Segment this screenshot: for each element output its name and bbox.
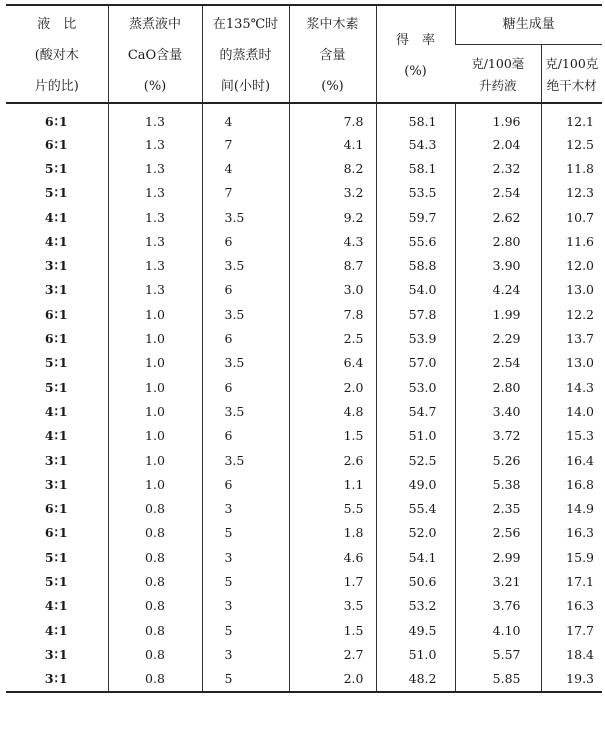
- table-row: [6, 472, 602, 496]
- table-body: [6, 103, 602, 692]
- cell-sugar-per-wood: 16.4: [541, 448, 602, 472]
- header-text: 在135℃时: [212, 17, 279, 32]
- cell-sugar-per-wood: 16.8: [541, 472, 602, 496]
- header-text: 片的比): [34, 79, 79, 94]
- cell-yield: 58.1: [376, 103, 455, 132]
- cell-lignin: 4.3: [289, 229, 376, 253]
- cell-liquor-ratio: 4∶1: [44, 598, 69, 614]
- cell-lignin: 7.8: [289, 103, 376, 132]
- table-row: [6, 521, 602, 545]
- cell-sugar-per-solution: 1.99: [455, 302, 541, 326]
- cell-cao-content: 0.8: [108, 618, 202, 642]
- cell-lignin: 2.7: [289, 642, 376, 666]
- cell-sugar-per-solution: 4.24: [455, 278, 541, 302]
- cell-liquor-ratio: 6∶1: [44, 525, 69, 541]
- cell-cook-time: 6: [202, 472, 289, 496]
- cell-yield: 52.0: [376, 521, 455, 545]
- cell-liquor-ratio: 3∶1: [44, 646, 69, 662]
- header-text: 浆中木素: [306, 17, 359, 32]
- table-row: [6, 132, 602, 156]
- table-row: [6, 156, 602, 180]
- cell-lignin: 3.5: [289, 594, 376, 618]
- cell-sugar-per-solution: 5.26: [455, 448, 541, 472]
- cell-lignin: 1.8: [289, 521, 376, 545]
- cell-liquor-ratio: 5∶1: [44, 549, 69, 565]
- cell-yield: 49.0: [376, 472, 455, 496]
- cell-sugar-per-solution: 2.35: [455, 496, 541, 520]
- cell-liquor-ratio: 6∶1: [44, 136, 69, 152]
- cell-lignin: 3.0: [289, 278, 376, 302]
- cell-sugar-per-solution: 5.38: [455, 472, 541, 496]
- cell-yield: 52.5: [376, 448, 455, 472]
- table-row: [6, 278, 602, 302]
- cell-sugar-per-wood: 11.8: [541, 156, 602, 180]
- cell-cook-time: 6: [202, 326, 289, 350]
- cell-sugar-per-solution: 2.54: [455, 351, 541, 375]
- cell-liquor-ratio: 4∶1: [44, 233, 69, 249]
- cell-lignin: 1.1: [289, 472, 376, 496]
- cell-sugar-per-solution: 2.29: [455, 326, 541, 350]
- table-header: [6, 5, 602, 103]
- cell-cook-time: 6: [202, 424, 289, 448]
- cell-cook-time: 3.5: [202, 351, 289, 375]
- header-cook-time: [202, 5, 289, 103]
- table-row: [6, 448, 602, 472]
- cell-yield: 51.0: [376, 642, 455, 666]
- header-text: 得 率: [395, 32, 435, 48]
- cell-yield: 58.8: [376, 253, 455, 277]
- header-sugar-per-wood: [541, 44, 602, 103]
- header-text: (%): [321, 79, 344, 94]
- cell-cao-content: 0.8: [108, 496, 202, 520]
- cell-sugar-per-wood: 13.7: [541, 326, 602, 350]
- cell-lignin: 4.8: [289, 399, 376, 423]
- cell-lignin: 8.2: [289, 156, 376, 180]
- cell-cook-time: 3: [202, 496, 289, 520]
- cell-sugar-per-wood: 16.3: [541, 594, 602, 618]
- cell-cook-time: 6: [202, 278, 289, 302]
- cell-sugar-per-wood: 14.3: [541, 375, 602, 399]
- cell-yield: 55.6: [376, 229, 455, 253]
- cell-sugar-per-wood: 12.3: [541, 181, 602, 205]
- cell-lignin: 5.5: [289, 496, 376, 520]
- cell-lignin: 2.0: [289, 375, 376, 399]
- cell-cao-content: 1.3: [108, 103, 202, 132]
- cell-liquor-ratio: 6∶1: [44, 501, 69, 517]
- cell-cao-content: 1.0: [108, 375, 202, 399]
- cell-yield: 48.2: [376, 667, 455, 692]
- cell-cook-time: 4: [202, 156, 289, 180]
- table-row: [6, 253, 602, 277]
- cell-liquor-ratio: 6∶1: [44, 306, 69, 322]
- table-row: [6, 618, 602, 642]
- cell-liquor-ratio: 4∶1: [44, 428, 69, 444]
- cell-cook-time: 7: [202, 181, 289, 205]
- data-table-container: [6, 4, 602, 693]
- cell-cook-time: 3: [202, 545, 289, 569]
- cell-cook-time: 6: [202, 229, 289, 253]
- cell-lignin: 3.2: [289, 181, 376, 205]
- cell-sugar-per-wood: 13.0: [541, 278, 602, 302]
- table-row: [6, 667, 602, 692]
- cell-lignin: 4.1: [289, 132, 376, 156]
- table-row: [6, 375, 602, 399]
- cell-sugar-per-wood: 10.7: [541, 205, 602, 229]
- cell-cao-content: 1.0: [108, 424, 202, 448]
- header-text: CaO含量: [127, 48, 183, 63]
- cell-sugar-per-wood: 15.9: [541, 545, 602, 569]
- cell-sugar-per-wood: 15.3: [541, 424, 602, 448]
- cell-cao-content: 0.8: [108, 642, 202, 666]
- cell-yield: 57.8: [376, 302, 455, 326]
- cell-liquor-ratio: 4∶1: [44, 622, 69, 638]
- cell-yield: 57.0: [376, 351, 455, 375]
- cell-liquor-ratio: 5∶1: [44, 355, 69, 371]
- table-row: [6, 351, 602, 375]
- cell-lignin: 8.7: [289, 253, 376, 277]
- cell-cook-time: 4: [202, 103, 289, 132]
- cell-lignin: 9.2: [289, 205, 376, 229]
- cell-sugar-per-wood: 17.1: [541, 569, 602, 593]
- header-text: 的蒸煮时: [219, 48, 272, 63]
- cell-sugar-per-wood: 14.9: [541, 496, 602, 520]
- cell-cook-time: 5: [202, 521, 289, 545]
- cell-sugar-per-solution: 1.96: [455, 103, 541, 132]
- cell-cao-content: 1.0: [108, 326, 202, 350]
- cell-liquor-ratio: 3∶1: [44, 476, 69, 492]
- cell-cao-content: 1.0: [108, 399, 202, 423]
- cell-sugar-per-solution: 2.80: [455, 229, 541, 253]
- cell-lignin: 7.8: [289, 302, 376, 326]
- cell-cao-content: 1.0: [108, 448, 202, 472]
- cell-liquor-ratio: 4∶1: [44, 209, 69, 225]
- cell-sugar-per-wood: 14.0: [541, 399, 602, 423]
- table-row: [6, 103, 602, 132]
- header-text: 间(小时): [220, 79, 271, 94]
- table-row: [6, 594, 602, 618]
- table-row: [6, 302, 602, 326]
- cell-lignin: 1.5: [289, 618, 376, 642]
- cell-cook-time: 5: [202, 667, 289, 692]
- table-row: [6, 229, 602, 253]
- cell-yield: 54.3: [376, 132, 455, 156]
- cell-liquor-ratio: 3∶1: [44, 452, 69, 468]
- cell-cook-time: 3.5: [202, 448, 289, 472]
- cell-cao-content: 1.3: [108, 205, 202, 229]
- cell-cao-content: 0.8: [108, 545, 202, 569]
- cell-cao-content: 1.0: [108, 351, 202, 375]
- cell-sugar-per-solution: 5.57: [455, 642, 541, 666]
- cell-lignin: 2.6: [289, 448, 376, 472]
- cell-sugar-per-solution: 3.72: [455, 424, 541, 448]
- cell-sugar-per-solution: 3.40: [455, 399, 541, 423]
- cooking-results-table: [6, 4, 602, 693]
- header-text: (酸对木: [34, 48, 79, 63]
- table-row: [6, 569, 602, 593]
- header-text: (%): [143, 79, 167, 94]
- header-text: 绝干木材: [546, 77, 597, 93]
- cell-lignin: 2.0: [289, 667, 376, 692]
- header-liquor-ratio: [6, 5, 108, 103]
- table-row: [6, 642, 602, 666]
- cell-liquor-ratio: 5∶1: [44, 573, 69, 589]
- cell-cook-time: 6: [202, 375, 289, 399]
- header-text: 克/100克: [545, 55, 599, 71]
- cell-cook-time: 5: [202, 618, 289, 642]
- cell-yield: 53.0: [376, 375, 455, 399]
- header-text: 含量: [319, 48, 346, 63]
- header-sugar-group: 糖生成量: [455, 5, 602, 44]
- table-row: [6, 326, 602, 350]
- cell-yield: 59.7: [376, 205, 455, 229]
- header-text: (%): [404, 63, 427, 79]
- cell-sugar-per-wood: 19.3: [541, 667, 602, 692]
- cell-lignin: 4.6: [289, 545, 376, 569]
- cell-cao-content: 1.3: [108, 229, 202, 253]
- cell-yield: 54.0: [376, 278, 455, 302]
- cell-sugar-per-wood: 16.3: [541, 521, 602, 545]
- cell-liquor-ratio: 5∶1: [44, 379, 69, 395]
- cell-yield: 58.1: [376, 156, 455, 180]
- cell-sugar-per-solution: 2.54: [455, 181, 541, 205]
- cell-sugar-per-solution: 3.90: [455, 253, 541, 277]
- cell-yield: 51.0: [376, 424, 455, 448]
- cell-yield: 53.9: [376, 326, 455, 350]
- cell-yield: 54.7: [376, 399, 455, 423]
- table-row: [6, 399, 602, 423]
- cell-cook-time: 3: [202, 642, 289, 666]
- cell-lignin: 1.7: [289, 569, 376, 593]
- table-row: [6, 545, 602, 569]
- cell-cook-time: 7: [202, 132, 289, 156]
- cell-yield: 53.5: [376, 181, 455, 205]
- header-text: 液 比: [37, 17, 77, 32]
- cell-liquor-ratio: 5∶1: [44, 160, 69, 176]
- cell-liquor-ratio: 3∶1: [44, 282, 69, 298]
- cell-cao-content: 1.3: [108, 278, 202, 302]
- cell-sugar-per-solution: 2.80: [455, 375, 541, 399]
- cell-sugar-per-wood: 12.0: [541, 253, 602, 277]
- cell-cao-content: 1.3: [108, 181, 202, 205]
- cell-sugar-per-wood: 13.0: [541, 351, 602, 375]
- cell-cook-time: 5: [202, 569, 289, 593]
- table-row: [6, 424, 602, 448]
- header-sugar-per-solution: [455, 44, 541, 103]
- cell-sugar-per-solution: 5.85: [455, 667, 541, 692]
- cell-sugar-per-solution: 2.99: [455, 545, 541, 569]
- cell-liquor-ratio: 4∶1: [44, 403, 69, 419]
- cell-yield: 49.5: [376, 618, 455, 642]
- header-text: 克/100毫: [471, 55, 525, 71]
- cell-sugar-per-wood: 11.6: [541, 229, 602, 253]
- cell-cao-content: 1.3: [108, 253, 202, 277]
- cell-cao-content: 1.3: [108, 156, 202, 180]
- cell-cook-time: 3: [202, 594, 289, 618]
- cell-lignin: 6.4: [289, 351, 376, 375]
- cell-cao-content: 0.8: [108, 521, 202, 545]
- cell-cao-content: 0.8: [108, 667, 202, 692]
- header-text: 蒸煮液中: [128, 17, 181, 32]
- cell-yield: 55.4: [376, 496, 455, 520]
- cell-lignin: 2.5: [289, 326, 376, 350]
- cell-sugar-per-wood: 12.5: [541, 132, 602, 156]
- cell-cook-time: 3.5: [202, 253, 289, 277]
- cell-sugar-per-solution: 2.32: [455, 156, 541, 180]
- cell-sugar-per-solution: 2.56: [455, 521, 541, 545]
- cell-cao-content: 0.8: [108, 594, 202, 618]
- cell-sugar-per-wood: 12.2: [541, 302, 602, 326]
- cell-sugar-per-solution: 2.62: [455, 205, 541, 229]
- header-text: 升药液: [478, 77, 517, 93]
- cell-cao-content: 1.0: [108, 302, 202, 326]
- header-lignin: [289, 5, 376, 103]
- cell-yield: 54.1: [376, 545, 455, 569]
- table-row: [6, 181, 602, 205]
- cell-liquor-ratio: 6∶1: [44, 113, 69, 129]
- cell-sugar-per-solution: 3.76: [455, 594, 541, 618]
- header-cao-content: [108, 5, 202, 103]
- cell-cook-time: 3.5: [202, 399, 289, 423]
- cell-cook-time: 3.5: [202, 302, 289, 326]
- cell-liquor-ratio: 3∶1: [44, 258, 69, 274]
- cell-cao-content: 1.0: [108, 472, 202, 496]
- cell-cook-time: 3.5: [202, 205, 289, 229]
- table-row: [6, 205, 602, 229]
- cell-sugar-per-solution: 2.04: [455, 132, 541, 156]
- cell-cao-content: 0.8: [108, 569, 202, 593]
- cell-lignin: 1.5: [289, 424, 376, 448]
- cell-sugar-per-wood: 12.1: [541, 103, 602, 132]
- cell-sugar-per-solution: 4.10: [455, 618, 541, 642]
- cell-liquor-ratio: 6∶1: [44, 331, 69, 347]
- header-yield: [376, 5, 455, 103]
- cell-yield: 50.6: [376, 569, 455, 593]
- cell-sugar-per-wood: 18.4: [541, 642, 602, 666]
- cell-cao-content: 1.3: [108, 132, 202, 156]
- cell-liquor-ratio: 3∶1: [6, 667, 108, 692]
- cell-liquor-ratio: 5∶1: [44, 185, 69, 201]
- cell-sugar-per-solution: 3.21: [455, 569, 541, 593]
- cell-yield: 53.2: [376, 594, 455, 618]
- table-row: [6, 496, 602, 520]
- cell-sugar-per-wood: 17.7: [541, 618, 602, 642]
